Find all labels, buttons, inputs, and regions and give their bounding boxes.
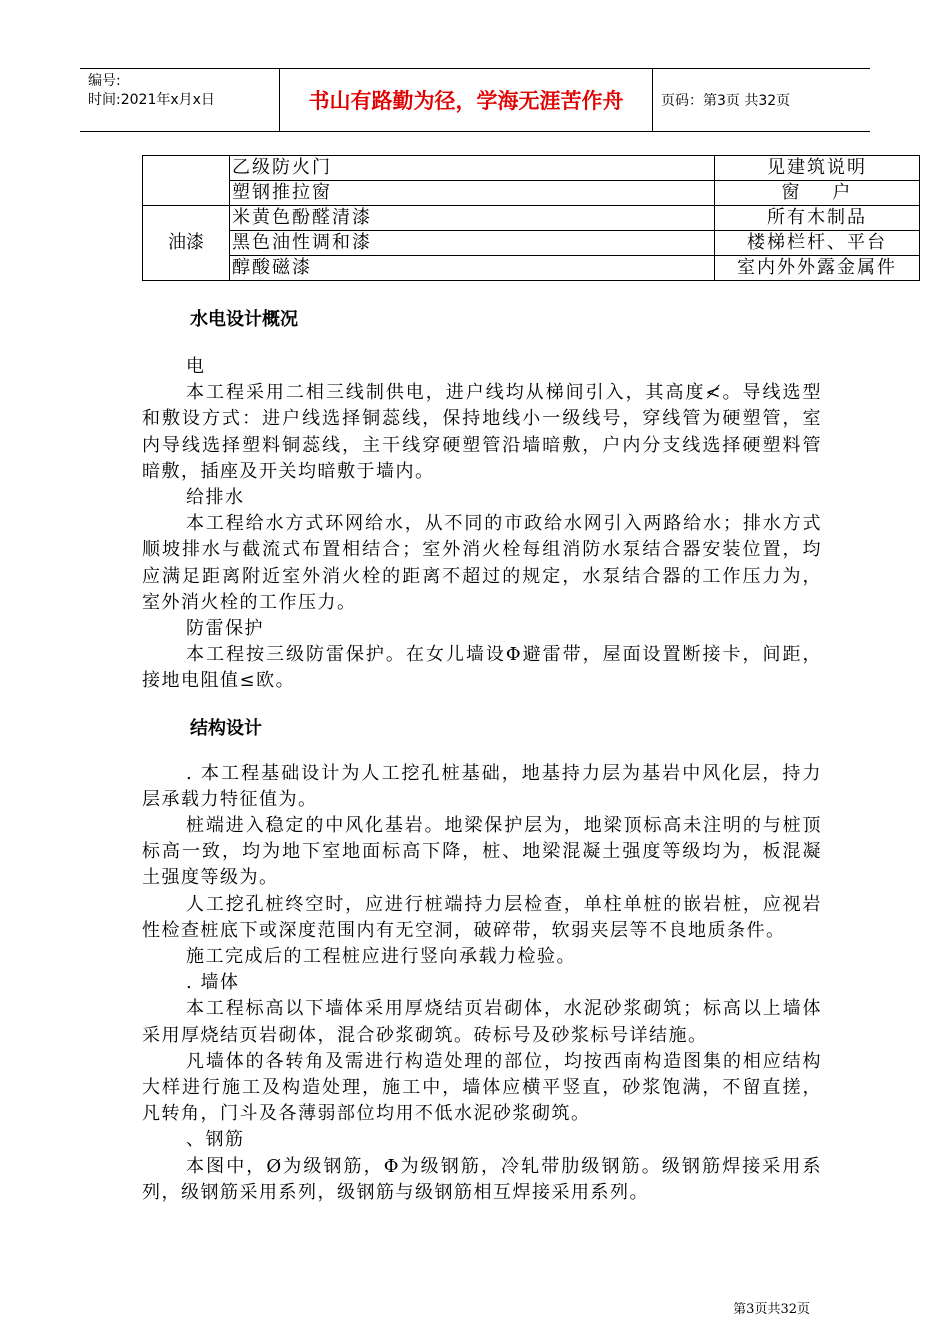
table-cell-use: 见建筑说明 <box>715 156 920 181</box>
table-cell-material: 塑钢推拉窗 <box>230 181 715 206</box>
header-meta <box>80 69 280 131</box>
table-row <box>143 181 920 206</box>
materials-table <box>142 155 920 281</box>
paragraph: 凡墙体的各转角及需进行构造处理的部位，均按西南构造图集的相应结构大样进行施工及构造处理，施工中，墙体应横平竖直，砂浆饱满，不留直搓，凡转角，门斗及各薄弱部位均用不低水泥砂浆砌筑。 <box>142 1050 822 1125</box>
paragraph: 本工程采用二相三线制供电，进户线均从梯间引入，其高度≮。导线选型和敷设方式：进户线选择铜蕊线，保持地线小一级线号，穿线管为硬塑管，室内导线选择塑料铜蕊线，主干线穿硬塑管沿墙暗敷，户内分支线选择硬塑料管暗敷，插座及开关均暗敷于墙内。 <box>142 382 822 482</box>
paragraph: 施工完成后的工程桩应进行竖向承载力检验。 <box>186 946 576 968</box>
table-cell-material: 黑色油性调和漆 <box>230 231 715 256</box>
table-cell-material: 醇酸磁漆 <box>230 256 715 281</box>
table-cell-material: 乙级防火门 <box>230 156 715 181</box>
subheading: . 墙体 <box>186 972 240 994</box>
table-cell-use: 窗 户 <box>715 181 920 206</box>
time-label: 时间:2021年x月x日 <box>88 92 215 108</box>
subheading: 给排水 <box>186 487 245 509</box>
section-title-structure: 结构设计 <box>190 717 262 739</box>
paragraph: 桩端进入稳定的中风化基岩。地梁保护层为，地梁顶标高未注明的与桩顶标高一致，均为地下室地面标高下降，桩、地梁混凝土强度等级均为，板混凝土强度等级为。 <box>142 815 822 889</box>
subheading: 、钢筋 <box>186 1129 245 1151</box>
document-body <box>142 300 822 1206</box>
paragraph: 本工程按三级防雷保护。在女儿墙设Φ避雷带，屋面设置断接卡，间距，接地电阻值≤欧。 <box>142 644 822 692</box>
table-cell-use: 所有木制品 <box>715 206 920 231</box>
section-title-utilities: 水电设计概况 <box>190 309 298 330</box>
subheading: 防雷保护 <box>186 618 264 640</box>
number-label: 编号: <box>88 73 121 89</box>
subheading: 电 <box>186 356 206 377</box>
table-cell-use: 室内外外露金属件 <box>715 256 920 281</box>
table-cell-category <box>143 156 230 206</box>
table-row <box>143 231 920 256</box>
paragraph: 本工程给水方式环网给水，从不同的市政给水网引入两路给水；排水方式顺坡排水与截流式布置相结合；室外消火栓每组消防水泵结合器安装位置，均应满足距离附近室外消火栓的距离不超过的规定，水泵结合器的工作压力为，室外消火栓的工作压力。 <box>142 513 822 613</box>
page-footer: 第3页共32页 <box>733 1302 810 1317</box>
table-cell-use: 楼梯栏杆、平台 <box>715 231 920 256</box>
table-row <box>143 206 920 231</box>
page-header <box>80 68 870 132</box>
paragraph: 本工程标高以下墙体采用厚烧结页岩砌体，水泥砂浆砌筑；标高以上墙体采用厚烧结页岩砌体，混合砂浆砌筑。砖标号及砂浆标号详结施。 <box>142 998 822 1046</box>
table-cell-category: 油漆 <box>143 206 230 281</box>
header-page-info: 页码：第3页 共32页 <box>661 93 791 109</box>
table-cell-material: 米黄色酚醛清漆 <box>230 206 715 231</box>
header-motto: 书山有路勤为径，学海无涯苦作舟 <box>280 69 653 131</box>
table-row <box>143 256 920 281</box>
table-row <box>143 156 920 181</box>
paragraph: . 本工程基础设计为人工挖孔桩基础，地基持力层为基岩中风化层，持力层承载力特征值为。 <box>142 762 822 810</box>
paragraph: 本图中，Ø为级钢筋，Φ为级钢筋，冷轧带肋级钢筋。级钢筋焊接采用系列，级钢筋采用系列，级钢筋与级钢筋相互焊接采用系列。 <box>142 1155 822 1203</box>
paragraph: 人工挖孔桩终空时，应进行桩端持力层检查，单柱单桩的嵌岩桩，应视岩性检查桩底下或深度范围内有无空洞，破碎带，软弱夹层等不良地质条件。 <box>142 893 822 941</box>
